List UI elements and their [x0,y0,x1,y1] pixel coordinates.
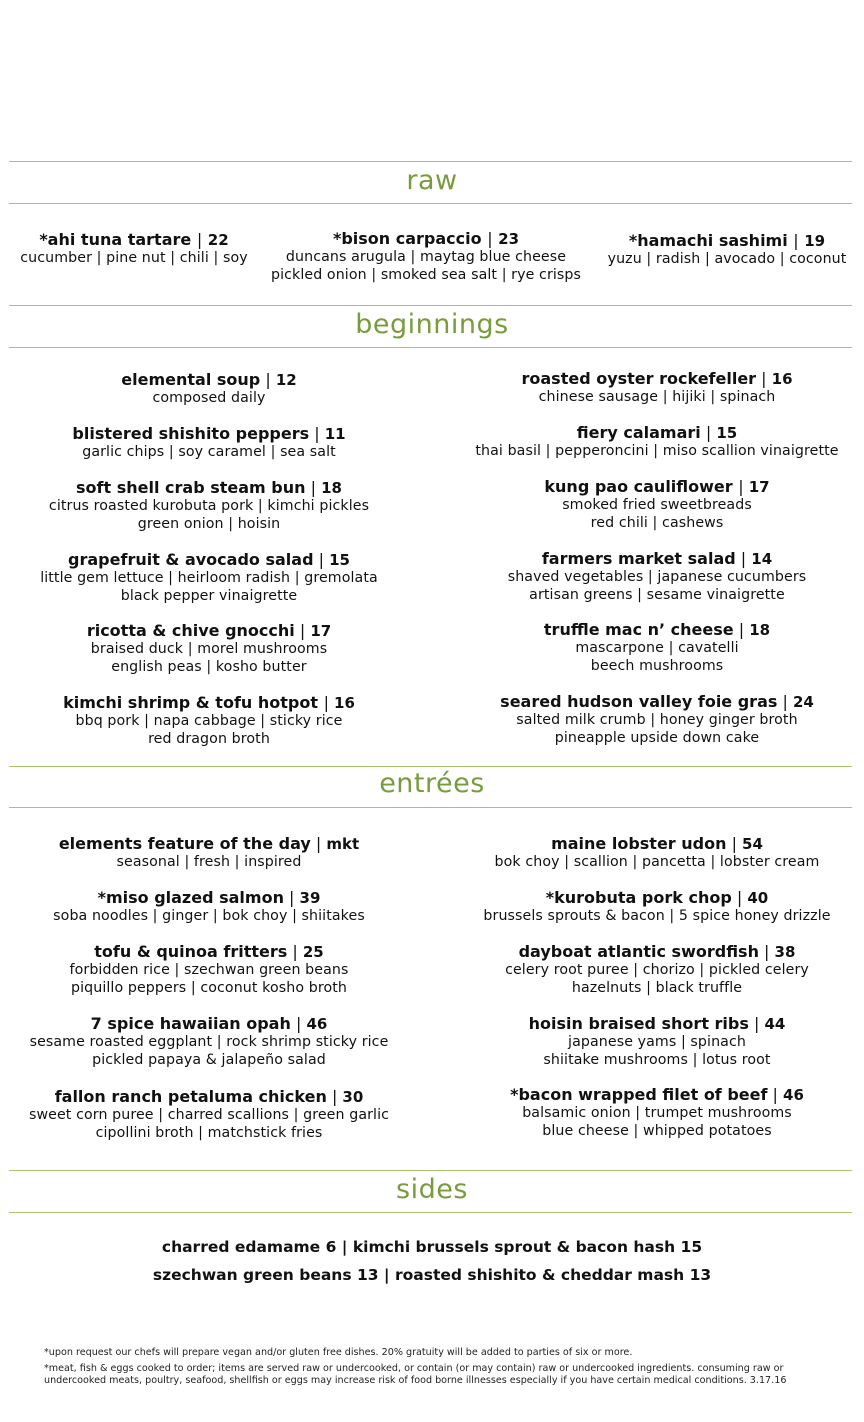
dish-desc: chinese sausage | hijiki | spinach [538,389,776,405]
price-separator: | [323,693,335,712]
dish-name: *hamachi sashimi [628,231,788,250]
dish-price: 30 [342,1088,364,1106]
dish-desc: black pepper vinaigrette [120,587,298,604]
dish-name: dayboat atlantic swordfish [518,942,759,961]
dish-desc: duncans arugula | maytag blue cheese [285,249,567,265]
dish-desc: brussels sprouts & bacon | 5 spice honey drizzle [483,908,831,924]
dish-desc: salted milk crumb | honey ginger broth [516,712,798,728]
dish-name: grapefruit & avocado salad [68,550,314,569]
dish-desc: mascarpone | cavatelli [575,640,739,656]
dish-price: 17 [748,478,770,496]
divider-beginnings-top [9,305,852,306]
dish-desc: thai basil | pepperoncini | miso scallion vinaigrette [475,443,839,459]
dish-price: 54 [742,835,763,853]
menu-item [455,477,859,532]
price-separator: | [309,424,325,443]
price-separator: | [310,834,327,853]
dish-name: 7 spice hawaiian opah [90,1014,291,1033]
dish-price: mkt [326,835,360,853]
dish-price: 12 [275,371,297,389]
dish-desc: garlic chips | soy caramel | sea salt [82,444,336,460]
dish-desc: bok choy | scallion | pancetta | lobster cream [494,854,820,870]
sides-line-1: charred edamame 6 | kimchi brussels sprout & bacon hash 15 [161,1238,703,1256]
dish-desc: forbidden rice | szechwan green beans [69,962,349,978]
menu-item [455,888,859,926]
dish-desc: sesame roasted eggplant | rock shrimp sticky rice [29,1034,389,1050]
dish-price: 23 [498,230,520,248]
dish-name: elemental soup [121,370,261,389]
dish-name: elements feature of the day [58,834,311,853]
price-separator: | [735,549,752,568]
price-separator: | [326,1087,343,1106]
dish-name: blistered shishito peppers [72,424,310,443]
dish-name: farmers market salad [541,549,736,568]
divider-raw-bottom [9,203,852,204]
footnote-vegan-gratuity: *upon request our chefs will prepare vegan and/or gluten free dishes. 20% gratuity will be added to parties of six or more. [44,1347,633,1358]
dish-price: 46 [783,1086,804,1104]
menu-item [455,1014,859,1069]
price-separator: | [738,477,749,496]
dish-name: truffle mac n’ cheese [543,620,734,639]
dish-price: 25 [302,943,324,961]
dish-desc: little gem lettuce | heirloom radish | gremolata [40,570,378,586]
price-separator: | [731,888,748,907]
price-separator: | [748,1014,765,1033]
dish-name: *ahi tuna tartare [39,230,192,249]
dish-name: *bacon wrapped filet of beef [510,1085,768,1104]
price-separator: | [290,1014,307,1033]
dish-name: ricotta & chive gnocchi [86,621,295,640]
dish-name: hoisin braised short ribs [528,1014,749,1033]
dish-desc: pineapple upside down cake [554,729,760,746]
price-separator: | [733,620,750,639]
menu-item [455,369,859,407]
menu-item [9,550,409,605]
dish-price: 11 [324,425,346,443]
dish-name: fiery calamari [576,423,701,442]
price-separator: | [758,942,775,961]
dish-price: 38 [774,943,796,961]
dish-desc: beech mushrooms [590,657,724,674]
divider-raw-top [9,161,852,162]
dish-desc: red dragon broth [148,730,270,747]
section-title-sides: sides [396,1174,468,1205]
price-separator: | [777,692,793,711]
menu-item-raw-1: *bison carpaccio | 23 duncans arugula | maytag blue cheese pickled onion | smoked sea salt | rye crisps [262,229,590,284]
dish-price: 39 [299,889,321,907]
dish-name: *bison carpaccio [332,229,482,248]
menu-item [9,1087,409,1142]
dish-desc: braised duck | morel mushrooms [90,641,328,657]
dish-price: 18 [321,479,342,497]
menu-item [455,620,859,675]
dish-desc: balsamic onion | trumpet mushrooms [522,1105,792,1121]
dish-desc: shaved vegetables | japanese cucumbers [507,569,807,585]
menu-item [455,942,859,997]
menu-item [455,834,859,872]
divider-sides-top [9,1170,852,1171]
price-separator: | [756,369,772,388]
dish-name: fallon ranch petaluma chicken [54,1087,327,1106]
dish-name: soft shell crab steam bun [76,478,306,497]
dish-desc: citrus roasted kurobuta pork | kimchi pickles [48,498,370,514]
price-separator: | [700,423,717,442]
dish-desc: celery root puree | chorizo | pickled celery [505,962,809,978]
dish-desc: green onion | hoisin [137,515,281,532]
dish-price: 15 [716,424,738,442]
menu-item [9,424,409,462]
menu-item [9,693,409,748]
menu-item [9,888,409,926]
price-separator: | [283,888,300,907]
dish-desc: soba noodles | ginger | bok choy | shiitakes [53,908,365,924]
dish-name: *miso glazed salmon [97,888,284,907]
dish-desc: piquillo peppers | coconut kosho broth [70,979,347,996]
menu-item-raw-0: *ahi tuna tartare | 22 cucumber | pine nut | chili | soy [4,230,264,268]
price-separator: | [767,1085,784,1104]
dish-price: 16 [334,694,355,712]
dish-price: 44 [764,1015,786,1033]
dish-price: 19 [804,232,826,250]
menu-item [9,370,409,408]
menu-item [9,1014,409,1069]
dish-desc: yuzu | radish | avocado | coconut [607,251,847,267]
divider-sides-bottom [9,1212,852,1213]
dish-price: 18 [749,621,771,639]
footnote-consumer-advisory: *meat, fish & eggs cooked to order; items are served raw or undercooked, or contain (or may contain) raw or undercooked ingredients. consuming raw or undercooked meats, poultry, seafood, shellfish or eggs may increase risk of food borne illnesses especially if you have certain medical conditions. 3.17.16 [44,1363,787,1386]
price-separator: | [313,550,330,569]
menu-item-raw-2: *hamachi sashimi | 19 yuzu | radish | avocado | coconut [592,231,862,269]
price-separator: | [294,621,311,640]
dish-desc: english peas | kosho butter [111,658,307,675]
dish-desc: bbq pork | napa cabbage | sticky rice [75,713,343,729]
menu-item [455,549,859,604]
dish-name: kimchi shrimp & tofu hotpot [63,693,324,712]
dish-desc: composed daily [152,390,266,406]
menu-item [9,834,409,872]
section-title-beginnings: beginnings [355,309,509,340]
dish-desc: blue cheese | whipped potatoes [542,1122,772,1139]
section-title-entrees: entrées [379,768,485,799]
dish-name: tofu & quinoa fritters [94,942,288,961]
dish-price: 22 [207,231,229,249]
dish-desc: cucumber | pine nut | chili | soy [20,250,248,266]
dish-name: maine lobster udon [551,834,727,853]
menu-item [455,692,859,747]
dish-name: *kurobuta pork chop [545,888,732,907]
dish-name: roasted oyster rockefeller [521,369,757,388]
menu-item [9,942,409,997]
dish-desc: pickled onion | smoked sea salt | rye crisps [270,266,582,283]
dish-price: 46 [306,1015,328,1033]
menu-item [455,1085,859,1140]
dish-desc: seasonal | fresh | inspired [116,854,302,870]
dish-desc: hazelnuts | black truffle [571,979,743,996]
dish-name: seared hudson valley foie gras [500,692,778,711]
dish-desc: pickled papaya & jalapeño salad [92,1051,326,1068]
price-separator: | [287,942,303,961]
dish-desc: cipollini broth | matchstick fries [95,1124,323,1141]
dish-price: 15 [329,551,350,569]
dish-price: 24 [792,693,814,711]
menu-item [9,621,409,676]
dish-price: 40 [747,889,769,907]
sides-line-2: szechwan green beans 13 | roasted shishito & cheddar mash 13 [152,1266,712,1284]
menu-item [9,478,409,533]
divider-entrees-bottom [9,807,852,808]
price-separator: | [260,370,276,389]
dish-price: 16 [771,370,793,388]
dish-desc: japanese yams | spinach [568,1034,746,1050]
dish-price: 17 [310,622,332,640]
dish-desc: smoked fried sweetbreads [562,497,752,513]
dish-price: 14 [751,550,773,568]
dish-desc: sweet corn puree | charred scallions | green garlic [28,1107,390,1123]
price-separator: | [726,834,743,853]
divider-beginnings-bottom [9,347,852,348]
dish-name: kung pao cauliflower [544,477,739,496]
menu-item [455,423,859,461]
price-separator: | [305,478,322,497]
section-title-raw: raw [406,165,458,196]
dish-desc: red chili | cashews [590,514,724,531]
dish-desc: shiitake mushrooms | lotus root [543,1051,771,1068]
dish-desc: artisan greens | sesame vinaigrette [529,586,785,603]
divider-entrees-top [9,766,852,767]
